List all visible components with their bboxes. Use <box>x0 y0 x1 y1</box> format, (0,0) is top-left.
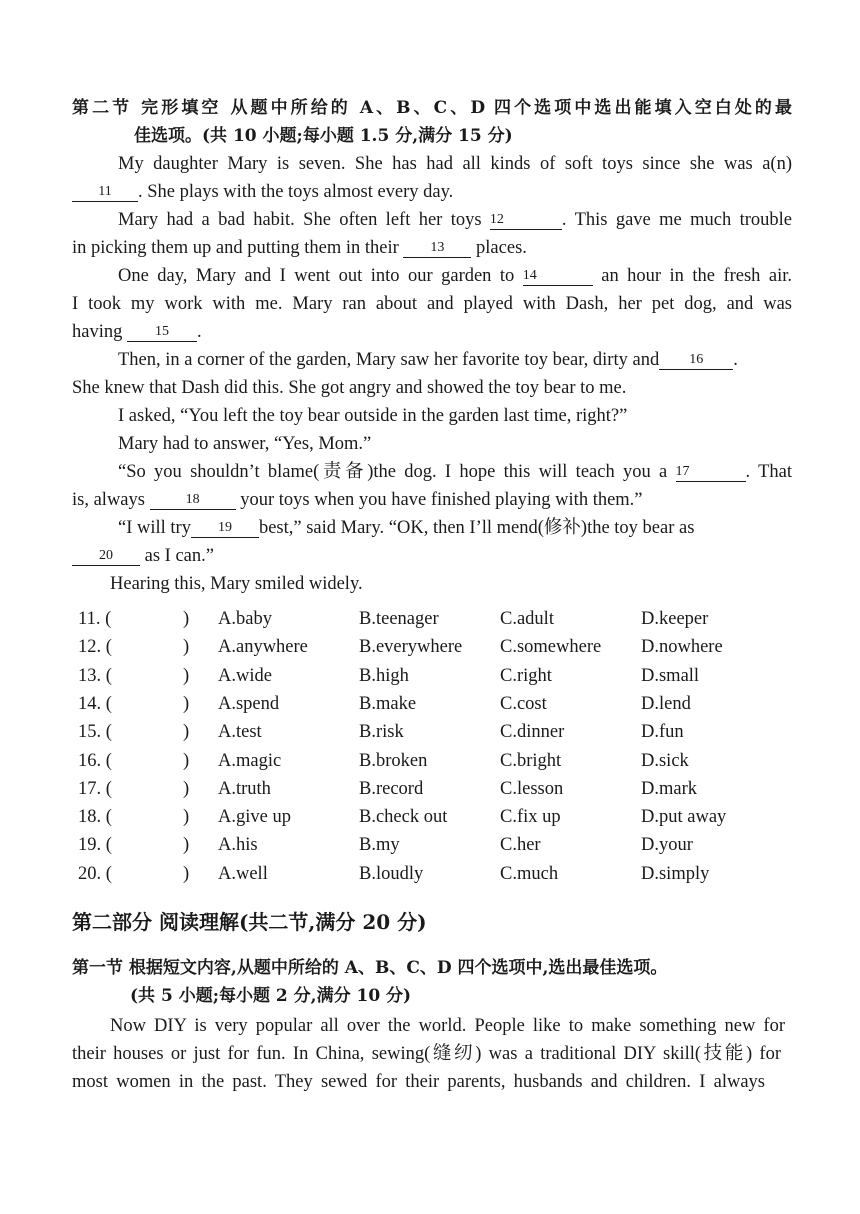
option-b[interactable]: B.risk <box>359 722 404 743</box>
blank-16[interactable]: 16 <box>659 351 733 370</box>
passage-line <box>72 234 792 262</box>
option-b[interactable]: B.check out <box>359 807 448 828</box>
blank-20[interactable]: 20 <box>72 547 140 566</box>
blank-13[interactable]: 13 <box>403 239 471 258</box>
passage-line: I took my work with me. Mary ran about and played with Dash, her pet dog, and was <box>72 294 792 314</box>
passage-text: is, always <box>72 490 145 510</box>
option-a[interactable]: A.his <box>218 835 258 856</box>
blank-12[interactable]: 12 <box>490 211 562 230</box>
blank-19[interactable]: 19 <box>191 519 259 538</box>
option-d[interactable]: D.nowhere <box>641 637 723 658</box>
option-d[interactable]: D.put away <box>641 807 727 828</box>
option-d[interactable]: D.sick <box>641 750 689 771</box>
option-d[interactable]: D.mark <box>641 778 697 799</box>
option-b[interactable]: B.broken <box>359 750 428 771</box>
answer-bracket: ) <box>183 750 190 771</box>
option-d[interactable]: D.keeper <box>641 609 709 629</box>
passage-text: Then, in a corner of the garden, Mary saw her favorite toy bear, dirty and <box>118 350 660 370</box>
passage-text: “So you shouldn’t blame(责备)the dog. I hope this will teach you a <box>118 462 668 482</box>
option-b[interactable]: B.make <box>359 693 417 714</box>
option-b[interactable]: B.everywhere <box>359 637 463 658</box>
passage-text: . <box>196 322 202 342</box>
option-a[interactable]: A.give up <box>218 807 291 828</box>
question-number: 13. ( <box>78 665 112 686</box>
option-d[interactable]: D.lend <box>641 693 691 714</box>
passage-line <box>72 486 792 514</box>
question-row <box>78 718 798 746</box>
passage-text: . This gave me much trouble <box>561 210 792 230</box>
question-number: 11. ( <box>78 609 112 629</box>
question-number: 15. ( <box>78 722 112 743</box>
option-a[interactable]: A.anywhere <box>218 637 308 658</box>
question-row <box>78 690 798 718</box>
blank-14[interactable]: 14 <box>523 267 593 286</box>
passage-line <box>118 262 792 290</box>
passage-text: One day, Mary and I went out into our garden to <box>118 266 515 286</box>
answer-bracket: ) <box>183 665 190 686</box>
question-number: 17. ( <box>78 778 112 799</box>
question-number: 12. ( <box>78 637 112 658</box>
question-number: 19. ( <box>78 835 112 856</box>
passage-line: My daughter Mary is seven. She has had all kinds of soft toys since she was a(n) <box>118 154 792 174</box>
option-a[interactable]: A.wide <box>218 665 272 686</box>
option-d[interactable]: D.simply <box>641 863 710 884</box>
passage-text: . <box>733 350 738 370</box>
option-a[interactable]: A.magic <box>218 750 282 771</box>
blank-11[interactable]: 11 <box>72 183 138 202</box>
answer-bracket: ) <box>183 693 190 714</box>
option-b[interactable]: B.loudly <box>359 863 424 884</box>
option-c[interactable]: C.much <box>500 863 559 884</box>
passage-line <box>72 318 792 346</box>
reading-line: most women in the past. They sewed for their parents, husbands and children. I always <box>72 1072 765 1092</box>
question-row <box>78 633 798 661</box>
option-c[interactable]: C.right <box>500 665 552 686</box>
part-two-heading: 第二部分 阅读理解(共二节,满分 20 分) <box>72 910 427 934</box>
option-c[interactable]: C.somewhere <box>500 637 602 658</box>
question-row <box>78 662 798 690</box>
passage-line <box>72 178 792 206</box>
passage-text: in picking them up and putting them in their <box>72 238 399 258</box>
passage-line: Hearing this, Mary smiled widely. <box>110 574 363 594</box>
cloze-section-heading-cont: 佳选项。(共 10 小题;每小题 1.5 分,满分 15 分) <box>134 126 513 146</box>
option-c[interactable]: C.her <box>500 835 541 856</box>
question-number: 14. ( <box>78 693 112 714</box>
question-row <box>78 803 798 831</box>
answer-bracket: ) <box>183 835 190 856</box>
option-c[interactable]: C.fix up <box>500 807 561 828</box>
passage-line: I asked, “You left the toy bear outside in the garden last time, right?” <box>118 406 628 426</box>
option-a[interactable]: A.spend <box>218 693 280 714</box>
cloze-section-heading: 第二节 完形填空 从题中所给的 A、B、C、D 四个选项中选出能填入空白处的最 <box>72 98 792 118</box>
reading-line: their houses or just for fun. In China, sewing(缝纫) was a traditional DIY skill(技能) for <box>72 1044 781 1064</box>
answer-bracket: ) <box>183 807 190 828</box>
passage-line: Mary had to answer, “Yes, Mom.” <box>118 434 372 454</box>
passage-text: having <box>72 322 123 342</box>
question-row <box>78 605 798 633</box>
option-a[interactable]: A.baby <box>218 609 272 629</box>
answer-bracket: ) <box>183 722 190 743</box>
option-b[interactable]: B.record <box>359 778 424 799</box>
question-number: 18. ( <box>78 807 112 828</box>
reading-section-heading: 第一节 根据短文内容,从题中所给的 A、B、C、D 四个选项中,选出最佳选项。 <box>72 958 668 978</box>
question-row <box>78 747 798 775</box>
passage-line <box>118 206 792 234</box>
passage-line: She knew that Dash did this. She got angry and showed the toy bear to me. <box>72 378 627 398</box>
passage-text: . She plays with the toys almost every day. <box>138 182 454 202</box>
answer-bracket: ) <box>183 778 190 799</box>
option-d[interactable]: D.small <box>641 665 700 686</box>
option-c[interactable]: C.adult <box>500 609 554 629</box>
passage-text: . That <box>745 462 792 482</box>
passage-line <box>118 346 792 374</box>
option-c[interactable]: C.bright <box>500 750 562 771</box>
question-number: 20. ( <box>78 863 112 884</box>
passage-text: places. <box>476 238 527 258</box>
option-d[interactable]: D.your <box>641 835 693 856</box>
passage-text: best,” said Mary. “OK, then I’ll mend(修补)the toy bear as <box>258 518 695 538</box>
option-d[interactable]: D.fun <box>641 722 684 743</box>
option-a[interactable]: A.well <box>218 863 268 884</box>
passage-text: your toys when you have finished playing with them.” <box>240 490 643 510</box>
passage-text: “I will try <box>118 518 191 538</box>
option-c[interactable]: C.dinner <box>500 722 565 743</box>
option-b[interactable]: B.high <box>359 665 409 686</box>
question-row <box>78 831 798 859</box>
option-c[interactable]: C.cost <box>500 693 547 714</box>
reading-line: Now DIY is very popular all over the world. People like to make something new for <box>110 1016 785 1036</box>
blank-18[interactable]: 18 <box>150 491 236 510</box>
passage-line <box>72 542 792 570</box>
option-c[interactable]: C.lesson <box>500 778 564 799</box>
answer-bracket: ) <box>183 863 190 884</box>
answer-bracket: ) <box>183 609 190 629</box>
passage-text: an hour in the fresh air. <box>601 266 793 286</box>
option-b[interactable]: B.my <box>359 835 400 856</box>
blank-17[interactable]: 17 <box>676 463 746 482</box>
question-row <box>78 775 798 803</box>
answer-bracket: ) <box>183 637 190 658</box>
reading-section-heading-cont: (共 5 小题;每小题 2 分,满分 10 分) <box>130 986 412 1006</box>
passage-line <box>118 514 792 542</box>
passage-text: as I can.” <box>144 546 214 566</box>
question-number: 16. ( <box>78 750 112 771</box>
option-b[interactable]: B.teenager <box>359 609 439 629</box>
passage-text: Mary had a bad habit. She often left her toys <box>118 210 482 230</box>
option-a[interactable]: A.truth <box>218 778 271 799</box>
passage-line <box>118 458 792 486</box>
blank-15[interactable]: 15 <box>127 323 197 342</box>
question-row <box>78 860 798 888</box>
option-a[interactable]: A.test <box>218 722 262 743</box>
